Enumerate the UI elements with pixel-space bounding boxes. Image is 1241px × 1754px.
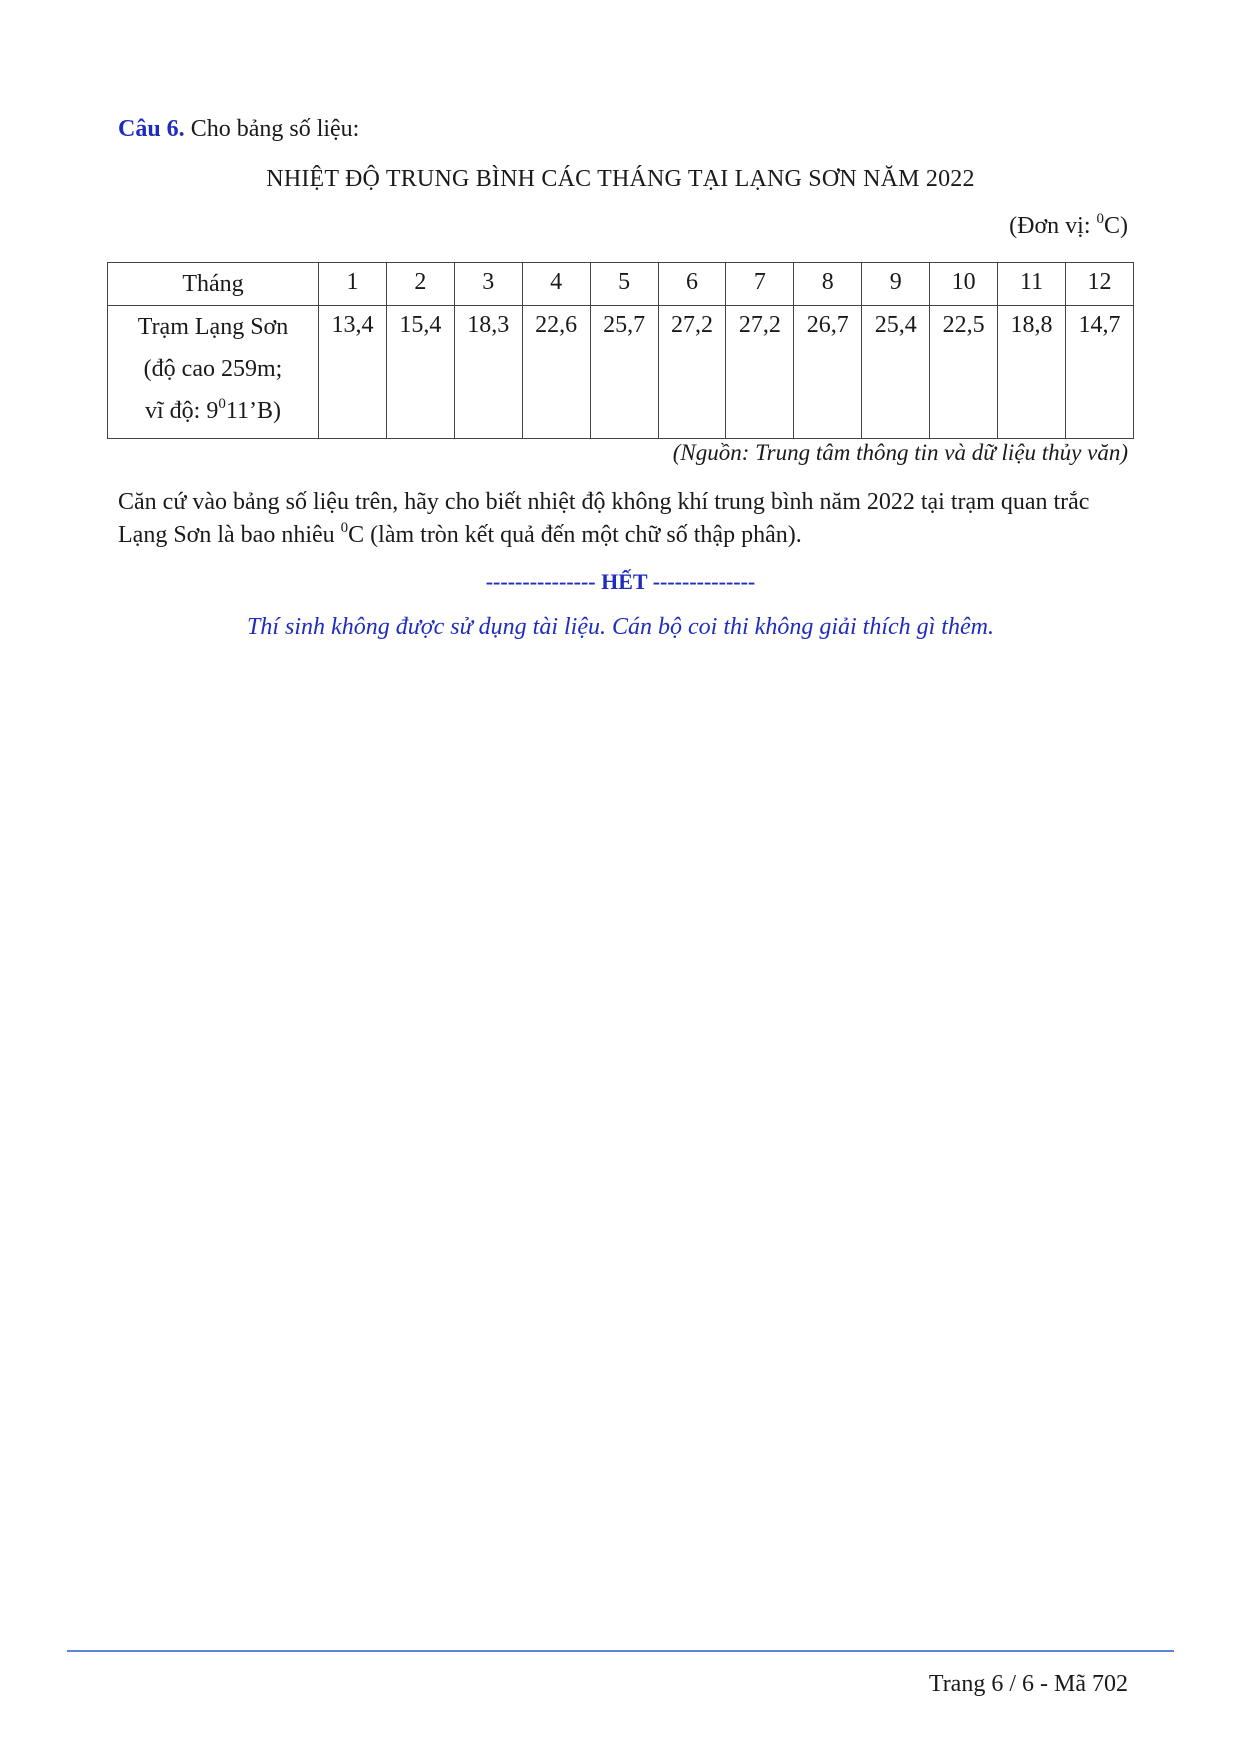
- value-cell: 14,7: [1065, 306, 1133, 439]
- month-cell: 4: [522, 263, 590, 306]
- month-cell: 5: [590, 263, 658, 306]
- value-cell: 18,8: [998, 306, 1066, 439]
- station-name: Trạm Lạng Sơn: [137, 314, 289, 340]
- unit-prefix: (Đơn vị:: [1009, 213, 1097, 239]
- page-footer: Trang 6 / 6 - Mã 702: [928, 1671, 1128, 1697]
- month-cell: 6: [658, 263, 726, 306]
- value-cell: 27,2: [658, 306, 726, 439]
- question-body: [118, 486, 1118, 552]
- month-cell: 10: [930, 263, 998, 306]
- value-cell: 18,3: [454, 306, 522, 439]
- closing-note: Thí sinh không được sử dụng tài liệu. Cán bộ coi thi không giải thích gì thêm.: [247, 614, 994, 640]
- table-data-row: [108, 306, 1134, 439]
- station-elevation: (độ cao 259m;: [143, 356, 283, 382]
- footer-divider: [67, 1650, 1174, 1652]
- value-cell: 13,4: [319, 306, 387, 439]
- month-cell: 8: [794, 263, 862, 306]
- month-cell: 3: [454, 263, 522, 306]
- value-cell: 26,7: [794, 306, 862, 439]
- station-latitude: [110, 390, 316, 432]
- value-cell: 25,4: [862, 306, 930, 439]
- question-intro: Cho bảng số liệu:: [190, 116, 360, 142]
- value-cell: 25,7: [590, 306, 658, 439]
- question-label: Câu 6.: [118, 116, 185, 142]
- unit-suffix: C): [1104, 213, 1128, 239]
- month-cell: 7: [726, 263, 794, 306]
- latitude-degree-sup: 0: [218, 396, 226, 412]
- month-cell: 9: [862, 263, 930, 306]
- body-part2: C (làm tròn kết quả đến một chữ số thập phân).: [348, 522, 802, 548]
- month-cell: 1: [319, 263, 387, 306]
- value-cell: 15,4: [386, 306, 454, 439]
- unit-degree-sup: 0: [1096, 211, 1104, 227]
- month-cell: 12: [1065, 263, 1133, 306]
- body-part1: Căn cứ vào bảng số liệu trên, hãy cho biết nhiệt độ không khí trung bình năm 2022 tại trạm quan trắc Lạng Sơn là bao nhiêu: [118, 489, 1090, 548]
- table-title: NHIỆT ĐỘ TRUNG BÌNH CÁC THÁNG TẠI LẠNG SƠN NĂM 2022: [266, 166, 975, 192]
- unit-label: [1009, 213, 1128, 240]
- question-line: [118, 116, 359, 143]
- latitude-suffix: 11’B): [225, 398, 281, 424]
- body-degree-sup: 0: [340, 520, 349, 536]
- table-header-row: [108, 263, 1134, 306]
- temperature-table: [107, 262, 1134, 439]
- header-label-cell: Tháng: [108, 263, 319, 306]
- end-marker: --------------- HẾT --------------: [485, 569, 756, 594]
- month-cell: 2: [386, 263, 454, 306]
- station-label-cell: [108, 306, 319, 439]
- value-cell: 27,2: [726, 306, 794, 439]
- value-cell: 22,5: [930, 306, 998, 439]
- month-cell: 11: [998, 263, 1066, 306]
- source-note: (Nguồn: Trung tâm thông tin và dữ liệu thủy văn): [672, 440, 1128, 465]
- value-cell: 22,6: [522, 306, 590, 439]
- latitude-prefix: vĩ độ: 9: [145, 398, 219, 424]
